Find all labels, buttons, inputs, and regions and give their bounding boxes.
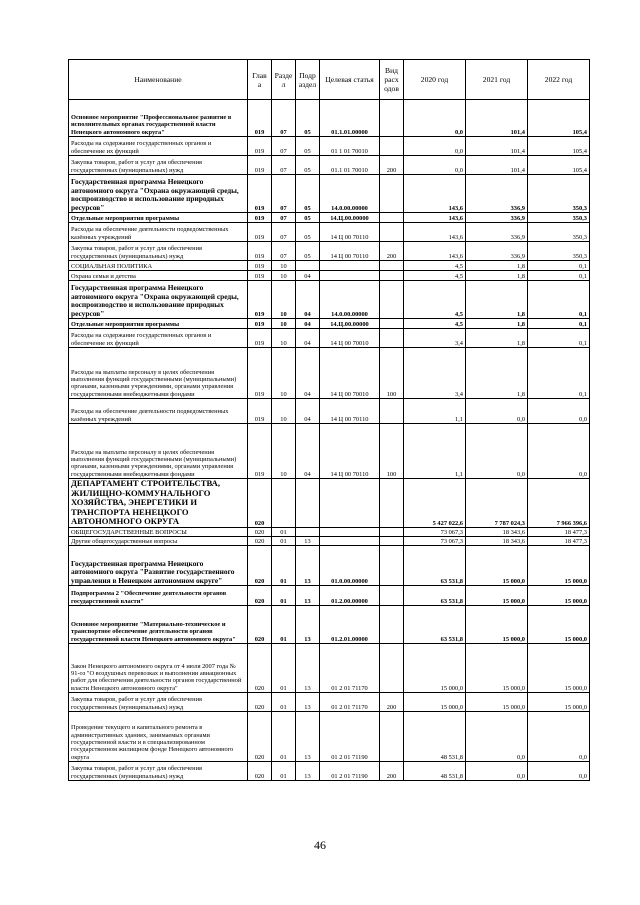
- cell-razdel: 01: [272, 692, 296, 711]
- cell-glava: 019: [248, 137, 272, 156]
- table-row: [69, 261, 590, 271]
- cell-article: 01 2 01 71190: [320, 711, 380, 761]
- cell-vid: [380, 605, 404, 643]
- cell-podrazdel: 05: [296, 175, 320, 213]
- cell-2021: 101,4: [466, 156, 528, 175]
- header-vid: Вид расх одов: [380, 60, 404, 100]
- cell-name: Подпрограмма 2 "Обеспечение деятельности органов государственной власти": [69, 585, 248, 605]
- header-article: Целевая статья: [320, 60, 380, 100]
- cell-2021: 15 000,0: [466, 585, 528, 605]
- cell-2020: 4,5: [404, 271, 466, 281]
- cell-2021: 0,0: [466, 424, 528, 479]
- cell-podrazdel: 05: [296, 213, 320, 223]
- cell-vid: 200: [380, 242, 404, 261]
- cell-glava: 019: [248, 348, 272, 399]
- cell-2021: 15 000,0: [466, 692, 528, 711]
- cell-2022: 15 000,0: [528, 585, 590, 605]
- cell-vid: [380, 100, 404, 137]
- cell-vid: [380, 281, 404, 319]
- cell-podrazdel: 05: [296, 156, 320, 175]
- cell-vid: 100: [380, 348, 404, 399]
- cell-2022: 7 966 396,6: [528, 479, 590, 528]
- cell-glava: 020: [248, 692, 272, 711]
- table-body: [69, 100, 590, 781]
- cell-article: 01 2 01 71190: [320, 761, 380, 780]
- cell-vid: [380, 527, 404, 536]
- cell-2020: 0,0: [404, 156, 466, 175]
- cell-glava: 020: [248, 711, 272, 761]
- cell-podrazdel: 05: [296, 223, 320, 242]
- table-row: [69, 100, 590, 137]
- cell-glava: 020: [248, 536, 272, 545]
- cell-2021: 15 000,0: [466, 605, 528, 643]
- cell-2022: 0,0: [528, 711, 590, 761]
- table-row: [69, 424, 590, 479]
- cell-vid: [380, 223, 404, 242]
- cell-razdel: 07: [272, 100, 296, 137]
- header-2022: 2022 год: [528, 60, 590, 100]
- cell-2021: 1,8: [466, 348, 528, 399]
- header-name: Наименование: [69, 60, 248, 100]
- table-row: [69, 643, 590, 692]
- cell-article: 14.0.00.00000: [320, 175, 380, 213]
- cell-name: Государственная программа Ненецкого автономного округа "Охрана окружающей среды, воспроизводство и использование природных ресурсов": [69, 281, 248, 319]
- cell-razdel: 10: [272, 319, 296, 329]
- cell-2022: 350,3: [528, 223, 590, 242]
- cell-razdel: [272, 479, 296, 528]
- cell-name: Закупка товаров, работ и услуг для обеспечения государственных (муниципальных) нужд: [69, 761, 248, 780]
- cell-podrazdel: 04: [296, 329, 320, 348]
- cell-article: 14 Ц 00 70110: [320, 399, 380, 424]
- cell-2022: 0,1: [528, 271, 590, 281]
- cell-article: 14 Ц 00 70110: [320, 223, 380, 242]
- cell-razdel: 10: [272, 348, 296, 399]
- cell-razdel: 07: [272, 242, 296, 261]
- cell-name: Отдельные мероприятия программы: [69, 213, 248, 223]
- table-row: [69, 479, 590, 528]
- cell-name: Основное мероприятие "Профессиональное развитие в исполнительных органах государственной власти Ненецкого автономного округа": [69, 100, 248, 137]
- cell-podrazdel: 04: [296, 399, 320, 424]
- cell-vid: 200: [380, 692, 404, 711]
- table-row: [69, 319, 590, 329]
- cell-article: 14.Ц.00.00000: [320, 213, 380, 223]
- cell-vid: [380, 536, 404, 545]
- cell-2020: 15 000,0: [404, 692, 466, 711]
- cell-podrazdel: 04: [296, 281, 320, 319]
- cell-name: Закон Ненецкого автономного округа от 4 июля 2007 года № 91-оз "О воздушных перевозках и выполнении авиационных работ для обеспечения деятельности органов государственной власти Ненецкого автономного округа": [69, 643, 248, 692]
- cell-2021: 336,9: [466, 223, 528, 242]
- cell-podrazdel: 13: [296, 536, 320, 545]
- header-2020: 2020 год: [404, 60, 466, 100]
- cell-podrazdel: 04: [296, 271, 320, 281]
- cell-podrazdel: 13: [296, 761, 320, 780]
- cell-glava: 019: [248, 223, 272, 242]
- cell-2022: 0,0: [528, 399, 590, 424]
- table-row: [69, 213, 590, 223]
- cell-article: 14 Ц 00 70110: [320, 424, 380, 479]
- cell-name: Расходы на выплаты персоналу в целях обеспечения выполнения функций государственными (муниципальными) органами, казенными учреждениями, органами управления государственными внебюджетными фондами: [69, 348, 248, 399]
- cell-article: 14 Ц 00 70110: [320, 242, 380, 261]
- cell-vid: [380, 643, 404, 692]
- cell-2020: 143,6: [404, 175, 466, 213]
- cell-vid: [380, 585, 404, 605]
- cell-name: Закупка товаров, работ и услуг для обеспечения государственных (муниципальных) нужд: [69, 692, 248, 711]
- cell-2021: 18 343,6: [466, 527, 528, 536]
- cell-glava: 019: [248, 156, 272, 175]
- table-row: [69, 711, 590, 761]
- header-podrazdel: Подр аздел: [296, 60, 320, 100]
- cell-2022: 0,0: [528, 424, 590, 479]
- cell-2020: 15 000,0: [404, 643, 466, 692]
- cell-glava: 020: [248, 585, 272, 605]
- table-row: [69, 281, 590, 319]
- cell-name: Расходы на содержание государственных органов и обеспечение их функций: [69, 137, 248, 156]
- cell-razdel: 01: [272, 527, 296, 536]
- cell-article: 01.2.00.00000: [320, 585, 380, 605]
- cell-2020: 73 067,3: [404, 536, 466, 545]
- cell-podrazdel: 13: [296, 605, 320, 643]
- cell-2021: 15 000,0: [466, 545, 528, 585]
- cell-vid: [380, 175, 404, 213]
- cell-2021: 7 787 024,3: [466, 479, 528, 528]
- cell-name: Государственная программа Ненецкого автономного округа "Развитие государственного управления в Ненецком автономном округе": [69, 545, 248, 585]
- table-row: [69, 536, 590, 545]
- cell-glava: 019: [248, 329, 272, 348]
- cell-2020: 4,5: [404, 319, 466, 329]
- cell-2020: 1,1: [404, 399, 466, 424]
- cell-2022: 105,4: [528, 137, 590, 156]
- cell-name: ДЕПАРТАМЕНТ СТРОИТЕЛЬСТВА, ЖИЛИЩНО-КОММУНАЛЬНОГО ХОЗЯЙСТВА, ЭНЕРГЕТИКИ И ТРАНСПОРТА НЕНЕЦКОГО АВТОНОМНОГО ОКРУГА: [69, 479, 248, 528]
- cell-2022: 15 000,0: [528, 643, 590, 692]
- cell-2022: 0,1: [528, 319, 590, 329]
- cell-2021: 336,9: [466, 242, 528, 261]
- cell-podrazdel: 05: [296, 100, 320, 137]
- cell-glava: 020: [248, 605, 272, 643]
- cell-vid: [380, 261, 404, 271]
- cell-vid: 200: [380, 761, 404, 780]
- cell-2021: 1,8: [466, 329, 528, 348]
- cell-article: 01.0.00.00000: [320, 545, 380, 585]
- cell-2021: 15 000,0: [466, 643, 528, 692]
- cell-2022: 18 477,3: [528, 536, 590, 545]
- cell-razdel: 10: [272, 329, 296, 348]
- cell-2022: 105,4: [528, 100, 590, 137]
- cell-glava: 019: [248, 281, 272, 319]
- cell-2021: 0,0: [466, 761, 528, 780]
- cell-2022: 15 000,0: [528, 692, 590, 711]
- cell-razdel: 10: [272, 399, 296, 424]
- cell-glava: 020: [248, 527, 272, 536]
- table-row: [69, 348, 590, 399]
- table-row: [69, 242, 590, 261]
- cell-glava: 019: [248, 213, 272, 223]
- cell-vid: [380, 137, 404, 156]
- cell-2021: 101,4: [466, 100, 528, 137]
- cell-glava: 020: [248, 479, 272, 528]
- cell-2021: 336,9: [466, 175, 528, 213]
- cell-2020: 143,6: [404, 213, 466, 223]
- cell-podrazdel: 04: [296, 319, 320, 329]
- cell-name: СОЦИАЛЬНАЯ ПОЛИТИКА: [69, 261, 248, 271]
- cell-name: Государственная программа Ненецкого автономного округа "Охрана окружающей среды, воспроизводство и использование природных ресурсов": [69, 175, 248, 213]
- cell-podrazdel: 13: [296, 545, 320, 585]
- cell-2022: 105,4: [528, 156, 590, 175]
- cell-glava: 019: [248, 100, 272, 137]
- cell-vid: [380, 545, 404, 585]
- cell-name: Расходы на выплаты персоналу в целях обеспечения выполнения функций государственными (муниципальными) органами, казенными учреждениями, органами управления государственными внебюджетными фондами: [69, 424, 248, 479]
- cell-razdel: 10: [272, 424, 296, 479]
- cell-article: [320, 527, 380, 536]
- cell-podrazdel: [296, 527, 320, 536]
- cell-vid: 200: [380, 156, 404, 175]
- table-row: [69, 545, 590, 585]
- cell-2020: 0,0: [404, 100, 466, 137]
- table-row: [69, 399, 590, 424]
- table-row: [69, 761, 590, 780]
- cell-2020: 3,4: [404, 348, 466, 399]
- cell-name: Расходы на содержание государственных органов и обеспечение их функций: [69, 329, 248, 348]
- cell-2022: 0,1: [528, 281, 590, 319]
- table-row: [69, 605, 590, 643]
- table-row: [69, 137, 590, 156]
- cell-2020: 63 531,8: [404, 605, 466, 643]
- cell-podrazdel: 04: [296, 348, 320, 399]
- cell-glava: 019: [248, 261, 272, 271]
- cell-razdel: 01: [272, 536, 296, 545]
- cell-article: [320, 479, 380, 528]
- header-glava: Глав а: [248, 60, 272, 100]
- cell-glava: 019: [248, 424, 272, 479]
- cell-podrazdel: 13: [296, 643, 320, 692]
- cell-razdel: 07: [272, 213, 296, 223]
- cell-article: 14 Ц 00 70010: [320, 329, 380, 348]
- cell-vid: [380, 213, 404, 223]
- cell-2020: 63 531,8: [404, 585, 466, 605]
- cell-razdel: 10: [272, 281, 296, 319]
- cell-2020: 5 427 022,6: [404, 479, 466, 528]
- cell-name: Другие общегосударственные вопросы: [69, 536, 248, 545]
- cell-podrazdel: 05: [296, 242, 320, 261]
- cell-name: Основное мероприятие "Материально-техническое и транспортное обеспечение деятельности органов государственной власти Ненецкого автономного округа": [69, 605, 248, 643]
- table-row: [69, 156, 590, 175]
- cell-2021: 1,8: [466, 261, 528, 271]
- cell-article: [320, 261, 380, 271]
- cell-vid: [380, 271, 404, 281]
- cell-2022: 15 000,0: [528, 545, 590, 585]
- cell-podrazdel: 13: [296, 585, 320, 605]
- cell-article: 14.Ц.00.00000: [320, 319, 380, 329]
- cell-razdel: 07: [272, 175, 296, 213]
- cell-razdel: 07: [272, 223, 296, 242]
- cell-razdel: 01: [272, 643, 296, 692]
- cell-2020: 73 067,3: [404, 527, 466, 536]
- cell-vid: [380, 479, 404, 528]
- cell-2020: 3,4: [404, 329, 466, 348]
- cell-razdel: 01: [272, 545, 296, 585]
- cell-article: 14.0.00.00000: [320, 281, 380, 319]
- cell-glava: 019: [248, 319, 272, 329]
- cell-article: 01 2 01 71170: [320, 692, 380, 711]
- table-row: [69, 175, 590, 213]
- cell-2022: 0,1: [528, 348, 590, 399]
- cell-2021: 1,8: [466, 281, 528, 319]
- cell-vid: 100: [380, 424, 404, 479]
- page-number: 46: [314, 838, 326, 852]
- cell-podrazdel: 13: [296, 692, 320, 711]
- cell-article: 01.2.01.00000: [320, 605, 380, 643]
- cell-2020: 143,6: [404, 223, 466, 242]
- cell-glava: 020: [248, 761, 272, 780]
- cell-article: 01 1 01 70010: [320, 137, 380, 156]
- cell-podrazdel: 13: [296, 711, 320, 761]
- cell-2020: 143,6: [404, 242, 466, 261]
- cell-2020: 4,5: [404, 281, 466, 319]
- cell-glava: 019: [248, 175, 272, 213]
- cell-razdel: 10: [272, 261, 296, 271]
- cell-2022: 350,3: [528, 213, 590, 223]
- cell-razdel: 10: [272, 271, 296, 281]
- cell-article: 01 2 01 71170: [320, 643, 380, 692]
- cell-2020: 63 531,8: [404, 545, 466, 585]
- cell-name: Закупка товаров, работ и услуг для обеспечения государственных (муниципальных) нужд: [69, 156, 248, 175]
- cell-2022: 0,1: [528, 261, 590, 271]
- cell-article: 01.1.01.00000: [320, 100, 380, 137]
- cell-razdel: 07: [272, 137, 296, 156]
- cell-podrazdel: [296, 479, 320, 528]
- cell-name: Проведение текущего и капитального ремонта в административных зданиях, занимаемых органами государственной власти и в специализированном государственном жилищном фонде Ненецкого автономного округа: [69, 711, 248, 761]
- cell-2020: 4,5: [404, 261, 466, 271]
- cell-glava: 019: [248, 271, 272, 281]
- cell-name: ОБЩЕГОСУДАРСТВЕННЫЕ ВОПРОСЫ: [69, 527, 248, 536]
- cell-article: [320, 536, 380, 545]
- cell-name: Закупка товаров, работ и услуг для обеспечения государственных (муниципальных) нужд: [69, 242, 248, 261]
- cell-razdel: 01: [272, 761, 296, 780]
- cell-razdel: 01: [272, 585, 296, 605]
- cell-vid: [380, 329, 404, 348]
- cell-name: Расходы на обеспечение деятельности подведомственных казённых учреждений: [69, 223, 248, 242]
- cell-2021: 1,8: [466, 271, 528, 281]
- table-row: [69, 527, 590, 536]
- cell-2021: 0,0: [466, 399, 528, 424]
- cell-2020: 48 531,8: [404, 761, 466, 780]
- cell-podrazdel: 04: [296, 424, 320, 479]
- table-row: [69, 329, 590, 348]
- table-row: [69, 223, 590, 242]
- cell-name: Расходы на обеспечение деятельности подведомственных казённых учреждений: [69, 399, 248, 424]
- cell-podrazdel: [296, 261, 320, 271]
- cell-glava: 019: [248, 242, 272, 261]
- cell-razdel: 07: [272, 156, 296, 175]
- table-row: [69, 585, 590, 605]
- budget-table: [68, 59, 590, 781]
- cell-article: [320, 271, 380, 281]
- header-2021: 2021 год: [466, 60, 528, 100]
- cell-2021: 1,8: [466, 319, 528, 329]
- cell-2022: 0,1: [528, 329, 590, 348]
- cell-glava: 020: [248, 545, 272, 585]
- cell-2022: 15 000,0: [528, 605, 590, 643]
- cell-2022: 18 477,3: [528, 527, 590, 536]
- cell-podrazdel: 05: [296, 137, 320, 156]
- cell-article: 01.1 01 70010: [320, 156, 380, 175]
- cell-2020: 1,1: [404, 424, 466, 479]
- table-header-row: [69, 60, 590, 100]
- cell-2021: 0,0: [466, 711, 528, 761]
- table-row: [69, 271, 590, 281]
- cell-name: Охрана семьи и детства: [69, 271, 248, 281]
- header-razdel: Разде л: [272, 60, 296, 100]
- cell-vid: [380, 399, 404, 424]
- cell-glava: 019: [248, 399, 272, 424]
- cell-2020: 48 531,8: [404, 711, 466, 761]
- cell-article: 14 Ц 00 70010: [320, 348, 380, 399]
- cell-name: Отдельные мероприятия программы: [69, 319, 248, 329]
- cell-2022: 350,3: [528, 175, 590, 213]
- cell-vid: [380, 319, 404, 329]
- cell-vid: [380, 711, 404, 761]
- cell-razdel: 01: [272, 711, 296, 761]
- cell-2021: 101,4: [466, 137, 528, 156]
- cell-razdel: 01: [272, 605, 296, 643]
- cell-glava: 020: [248, 643, 272, 692]
- cell-2022: 0,0: [528, 761, 590, 780]
- cell-2020: 0,0: [404, 137, 466, 156]
- cell-2022: 350,3: [528, 242, 590, 261]
- table-row: [69, 692, 590, 711]
- cell-2021: 18 343,6: [466, 536, 528, 545]
- cell-2021: 336,9: [466, 213, 528, 223]
